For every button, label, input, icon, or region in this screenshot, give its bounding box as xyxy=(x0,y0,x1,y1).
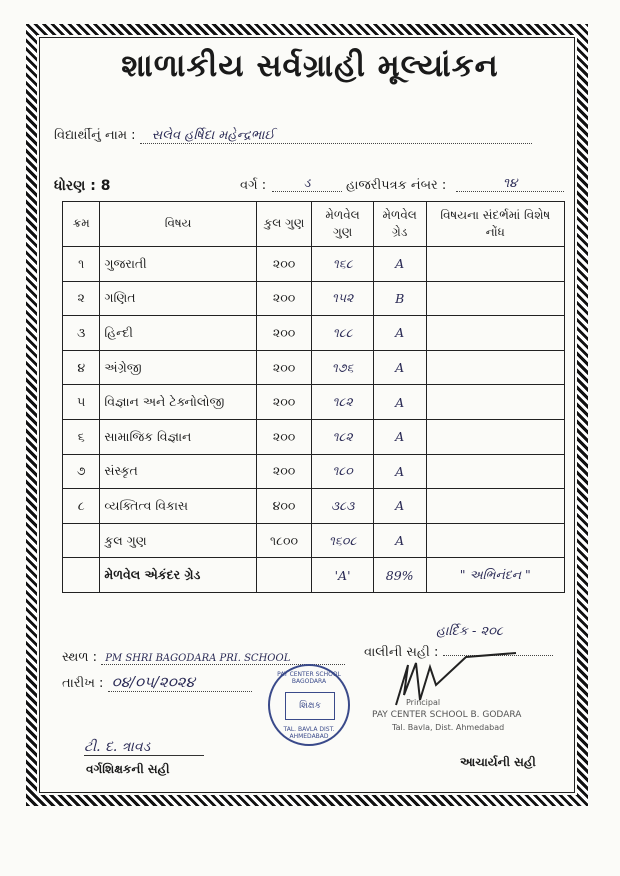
row-note xyxy=(426,247,564,282)
table-row xyxy=(63,489,565,524)
row-grade: B xyxy=(373,281,426,316)
total-obtained: ૧૬૦૮ xyxy=(312,523,374,558)
header-grade: મેળવેલ ગ્રેડ xyxy=(373,202,426,247)
row-total: ૪૦૦ xyxy=(256,489,311,524)
marks-table xyxy=(62,201,565,593)
row-subject: અંગ્રેજી xyxy=(100,350,256,385)
row-no: ૬ xyxy=(63,419,100,454)
row-subject: ગુજરાતી xyxy=(100,247,256,282)
header-no: ક્રમ xyxy=(63,202,100,247)
header-total: કુલ ગુણ xyxy=(256,202,311,247)
total-grade: A xyxy=(373,523,426,558)
final-grade: 'A' xyxy=(312,558,374,593)
row-note xyxy=(426,350,564,385)
final-grade-row xyxy=(63,558,565,593)
place-label: સ્થળ : xyxy=(62,650,98,665)
row-total: ૨૦૦ xyxy=(256,385,311,420)
table-row xyxy=(63,281,565,316)
student-name-row xyxy=(54,128,564,144)
row-total: ૨૦૦ xyxy=(256,281,311,316)
row-total: ૨૦૦ xyxy=(256,316,311,351)
row-note xyxy=(426,454,564,489)
row-no: ૧ xyxy=(63,247,100,282)
row-note xyxy=(426,385,564,420)
row-subject: વિજ્ઞાન અને ટેક્નોલોજી xyxy=(100,385,256,420)
table-row xyxy=(63,316,565,351)
date-value: ૦૪/૦૫/૨૦૨૪ xyxy=(108,673,252,692)
row-grade: A xyxy=(373,419,426,454)
row-no: ૭ xyxy=(63,454,100,489)
page-title: શાળાકીય સર્વગ્રાહી મૂલ્યાંકન xyxy=(121,48,499,84)
row-grade: A xyxy=(373,316,426,351)
total-row xyxy=(63,523,565,558)
row-note xyxy=(426,419,564,454)
row-grade: A xyxy=(373,247,426,282)
row-subject: સંસ્કૃત xyxy=(100,454,256,489)
std-label: ધોરણ : 8 xyxy=(54,178,111,194)
name-label: વિદ્યાર્થીનું નામ : xyxy=(54,128,136,143)
division-value: ડ xyxy=(272,176,342,192)
header-obtained: મેળવેલ ગુણ xyxy=(312,202,374,247)
name-value: સલેવ હર્ષિદા મહેન્દ્રભાઈ xyxy=(140,128,532,144)
principal-sign-label: આચાર્યની સહી xyxy=(460,755,536,769)
row-note xyxy=(426,316,564,351)
total-max: ૧૮૦૦ xyxy=(256,523,311,558)
row-grade: A xyxy=(373,454,426,489)
row-total: ૨૦૦ xyxy=(256,247,311,282)
header-note: વિષયના સંદર્ભમાં વિશેષ નોંધ xyxy=(426,202,564,247)
row-grade: A xyxy=(373,350,426,385)
final-remark: " અભિનંદન " xyxy=(426,558,564,593)
row-no: ૪ xyxy=(63,350,100,385)
final-percent: 89% xyxy=(373,558,426,593)
final-label: મેળવેલ એકંદર ગ્રેડ xyxy=(100,558,256,593)
principal-place: Tal. Bavla, Dist. Ahmedabad xyxy=(392,723,505,732)
division-label: વર્ગ : xyxy=(240,178,267,193)
row-subject: હિન્દી xyxy=(100,316,256,351)
row-total: ૨૦૦ xyxy=(256,454,311,489)
row-no: ૫ xyxy=(63,385,100,420)
principal-school: PAY CENTER SCHOOL B. GODARA xyxy=(372,710,522,720)
roll-value: ૧૪ xyxy=(456,176,564,192)
class-teacher-sign-label: વર્ગશિક્ષકની સહી xyxy=(86,762,170,776)
header-subject: વિષય xyxy=(100,202,256,247)
row-subject: વ્યક્તિત્વ વિકાસ xyxy=(100,489,256,524)
row-obtained: ૧૫૨ xyxy=(312,281,374,316)
principal-title: Principal xyxy=(406,698,441,707)
table-row xyxy=(63,247,565,282)
date-label: તારીખ : xyxy=(62,676,104,691)
table-row xyxy=(63,454,565,489)
school-stamp-icon: PAY CENTER SCHOOL BAGODARA શિક્ષક TAL. BAVLA DIST. AHMEDABAD xyxy=(268,664,350,746)
row-grade: A xyxy=(373,385,426,420)
remark-below-table: હાર્દિક - ૨૦૮ xyxy=(436,624,504,639)
row-no: ૩ xyxy=(63,316,100,351)
class-row xyxy=(54,178,566,194)
class-teacher-name: ટી. દ. ત્રાવડ xyxy=(84,739,204,756)
row-no: ૨ xyxy=(63,281,100,316)
row-obtained: ૧૮૦ xyxy=(312,454,374,489)
place-row xyxy=(62,650,345,665)
row-subject: ગણિત xyxy=(100,281,256,316)
roll-label: હાજરીપત્રક નંબર : xyxy=(346,178,447,193)
row-no: ૮ xyxy=(63,489,100,524)
row-note xyxy=(426,489,564,524)
table-row xyxy=(63,385,565,420)
date-row xyxy=(62,673,252,692)
row-subject: સામાજિક વિજ્ઞાન xyxy=(100,419,256,454)
table-header-row xyxy=(63,202,565,247)
parent-sign-label: વાલીની સહી : xyxy=(364,645,439,660)
row-obtained: ૧૭૬ xyxy=(312,350,374,385)
table-row xyxy=(63,350,565,385)
total-label: કુલ ગુણ xyxy=(100,523,256,558)
row-obtained: ૧૮૨ xyxy=(312,385,374,420)
place-value: PM SHRI BAGODARA PRI. SCHOOL xyxy=(101,653,345,665)
row-obtained: ૩૮૩ xyxy=(312,489,374,524)
row-obtained: ૧૮૮ xyxy=(312,316,374,351)
row-obtained: ૧૮૨ xyxy=(312,419,374,454)
row-total: ૨૦૦ xyxy=(256,350,311,385)
table-row xyxy=(63,419,565,454)
row-grade: A xyxy=(373,489,426,524)
row-note xyxy=(426,281,564,316)
row-total: ૨૦૦ xyxy=(256,419,311,454)
row-obtained: ૧૬૮ xyxy=(312,247,374,282)
